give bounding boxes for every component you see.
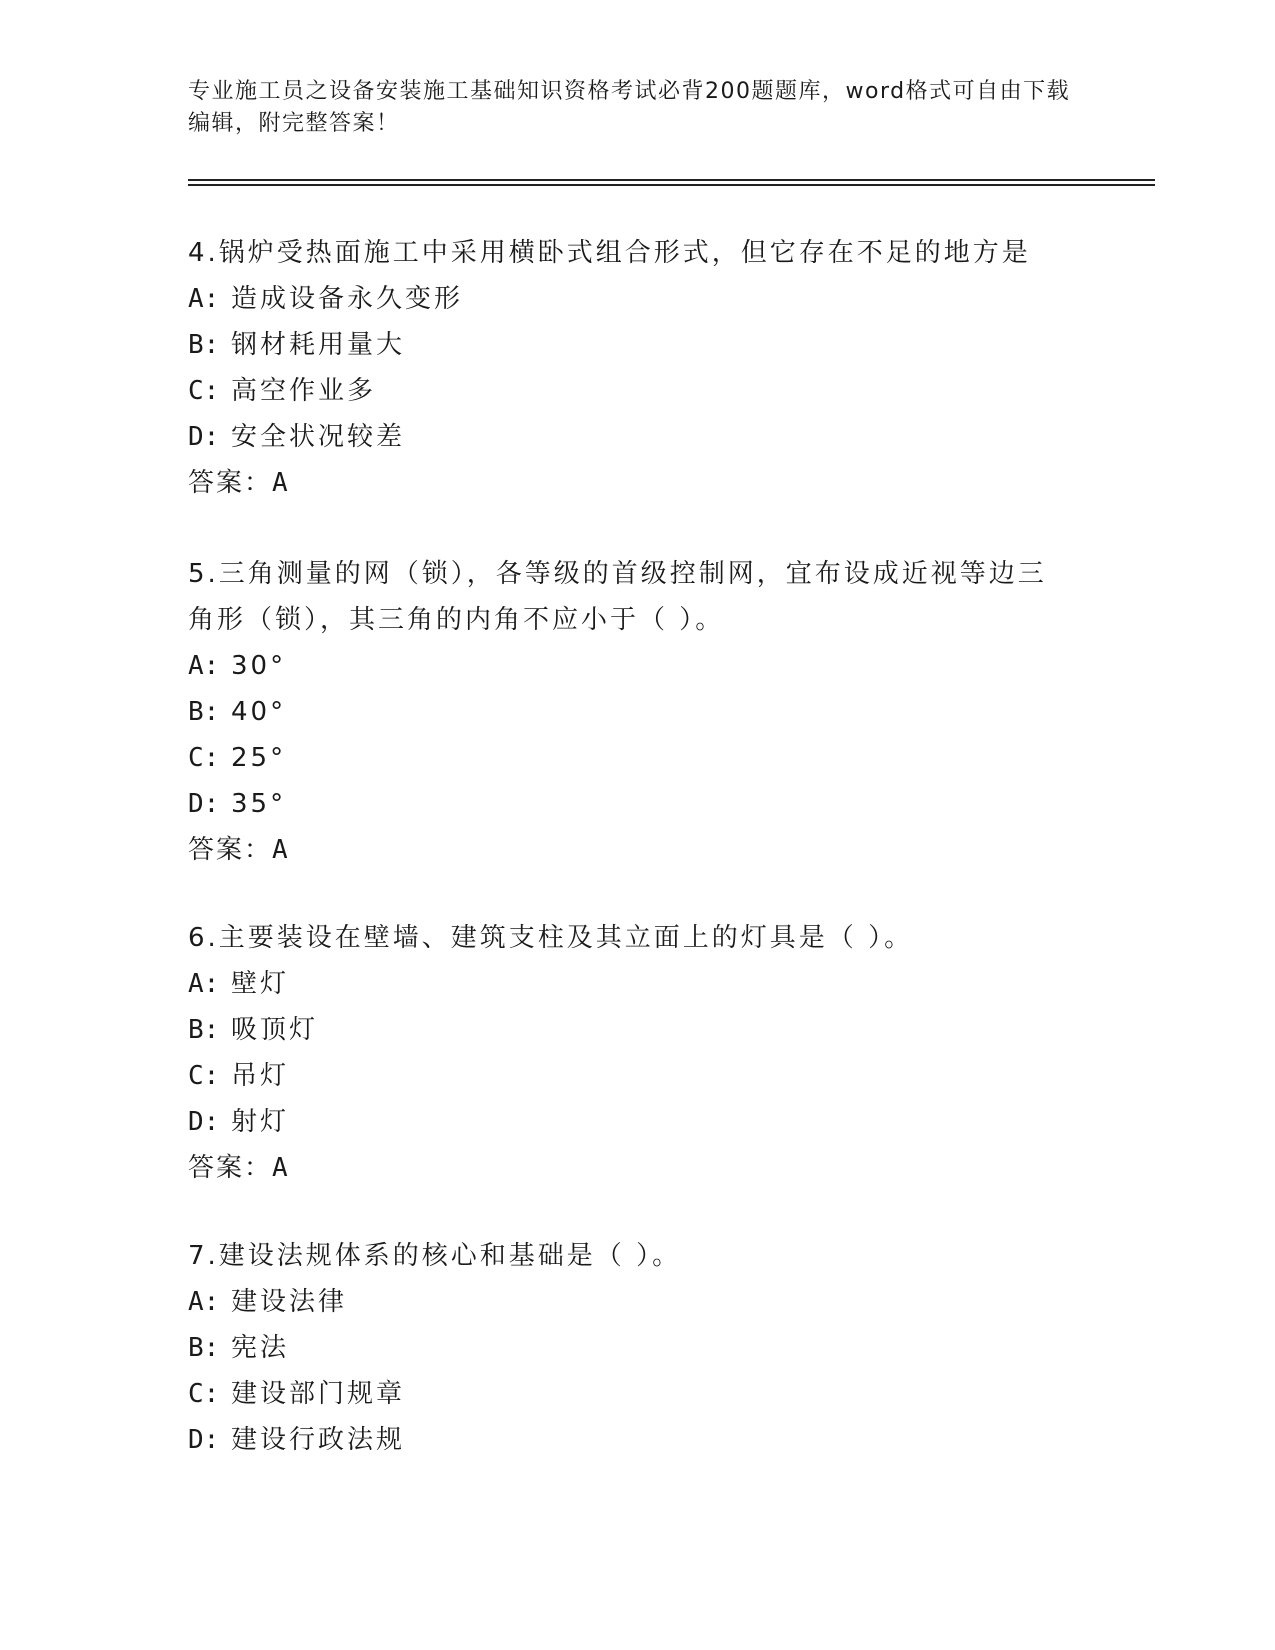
option-text: 造成设备永久变形 [231, 284, 464, 314]
answer-label: 答案： [188, 468, 273, 498]
option-text: 壁灯 [231, 969, 290, 999]
option-letter: A: [188, 651, 220, 681]
option-letter: B: [188, 1015, 220, 1045]
header-divider-top [188, 179, 1155, 181]
option-b [188, 689, 1068, 735]
header-divider-bottom [188, 184, 1155, 186]
question-stem: 5.三角测量的网（锁），各等级的首级控制网，宜布设成近视等边三角形（锁），其三角的内角不应小于（ ）。 [188, 559, 1047, 635]
option-text: 建设行政法规 [231, 1425, 406, 1455]
option-letter: D: [188, 422, 220, 452]
option-b [188, 1007, 1068, 1053]
option-text: 40° [231, 697, 287, 727]
option-b [188, 322, 1068, 368]
question-7 [188, 1233, 1068, 1463]
option-letter: A: [188, 969, 220, 999]
option-text: 吊灯 [231, 1061, 290, 1091]
document-header: 专业施工员之设备安装施工基础知识资格考试必背200题题库，word格式可自由下载编辑，附完整答案！ [188, 79, 1071, 136]
option-a [188, 961, 1068, 1007]
option-letter: D: [188, 1425, 220, 1455]
option-d [188, 1099, 1068, 1145]
question-5 [188, 551, 1068, 873]
option-letter: D: [188, 1107, 220, 1137]
option-d [188, 414, 1068, 460]
option-a [188, 643, 1068, 689]
option-c [188, 1053, 1068, 1099]
option-text: 高空作业多 [231, 376, 377, 406]
question-6 [188, 915, 1068, 1191]
answer-line [188, 460, 1068, 506]
answer-label: 答案： [188, 835, 273, 865]
option-d [188, 1417, 1068, 1463]
answer-line [188, 827, 1068, 873]
option-letter: C: [188, 376, 220, 406]
option-text: 建设部门规章 [231, 1379, 406, 1409]
option-letter: A: [188, 1287, 220, 1317]
option-c [188, 735, 1068, 781]
option-letter: B: [188, 1333, 220, 1363]
option-text: 建设法律 [231, 1287, 348, 1317]
answer-value: A [272, 1153, 291, 1183]
question-stem: 4.锅炉受热面施工中采用横卧式组合形式，但它存在不足的地方是 [188, 238, 1031, 268]
answer-value: A [272, 835, 291, 865]
option-letter: C: [188, 1061, 220, 1091]
option-d [188, 781, 1068, 827]
question-4 [188, 230, 1068, 506]
option-b [188, 1325, 1068, 1371]
answer-value: A [272, 468, 291, 498]
option-letter: A: [188, 284, 220, 314]
option-text: 安全状况较差 [231, 422, 406, 452]
option-c [188, 1371, 1068, 1417]
option-letter: D: [188, 789, 220, 819]
question-stem: 6.主要装设在壁墙、建筑支柱及其立面上的灯具是（ ）。 [188, 923, 914, 953]
option-letter: B: [188, 330, 220, 360]
option-a [188, 276, 1068, 322]
option-letter: C: [188, 1379, 220, 1409]
option-text: 射灯 [231, 1107, 290, 1137]
question-stem: 7.建设法规体系的核心和基础是（ ）。 [188, 1241, 682, 1271]
option-letter: C: [188, 743, 220, 773]
option-text: 25° [231, 743, 287, 773]
answer-line [188, 1145, 1068, 1191]
option-text: 30° [231, 651, 287, 681]
option-c [188, 368, 1068, 414]
option-a [188, 1279, 1068, 1325]
option-text: 吸顶灯 [231, 1015, 319, 1045]
answer-label: 答案： [188, 1153, 273, 1183]
option-text: 35° [231, 789, 287, 819]
option-letter: B: [188, 697, 220, 727]
option-text: 宪法 [231, 1333, 290, 1363]
option-text: 钢材耗用量大 [231, 330, 406, 360]
